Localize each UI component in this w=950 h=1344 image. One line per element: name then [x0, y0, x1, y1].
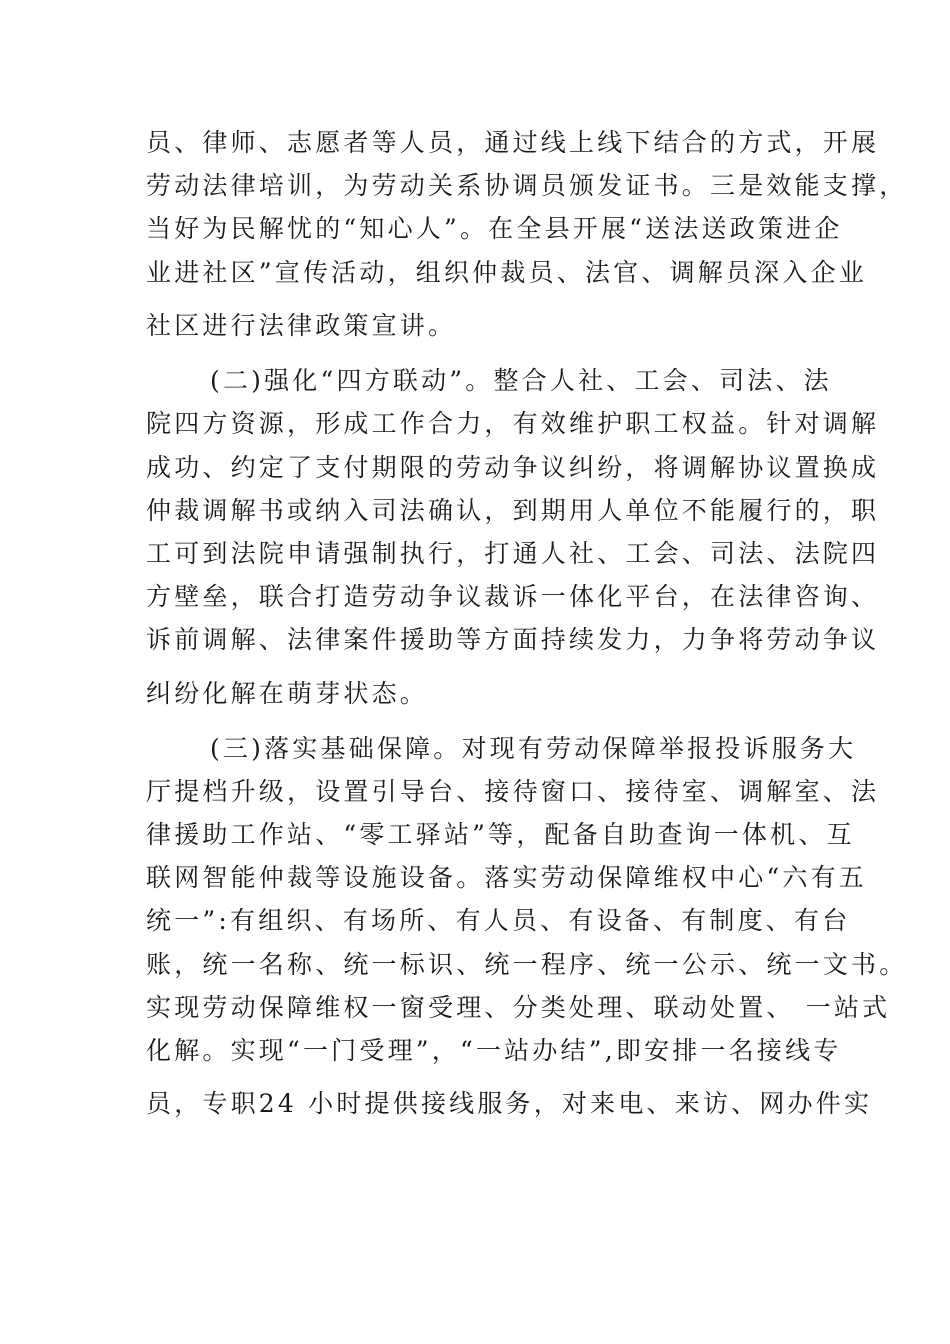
text-line: 纠纷化解在萌芽状态。: [146, 679, 429, 708]
text-line: 院四方资源，形成工作合力，有效维护职工权益。针对调解: [146, 409, 880, 438]
text-line: 诉前调解、法律案件援助等方面持续发力，力争将劳动争议: [146, 625, 880, 654]
text-line: 业进社区”宣传活动，组织仲裁员、法官、调解员深入企业: [146, 258, 867, 287]
text-line: 联网智能仲裁等设施设备。落实劳动保障维权中心“六有五: [146, 863, 867, 892]
text-line: 仲裁调解书或纳入司法确认，到期用人单位不能履行的，职: [146, 496, 880, 525]
text-line: 方壁垒，联合打造劳动争议裁诉一体化平台，在法律咨询、: [146, 582, 880, 611]
text-line: 员、律师、志愿者等人员，通过线上线下结合的方式，开展: [146, 128, 880, 157]
text-line: 律援助工作站、“零工驿站”等，配备自助查询一体机、互: [146, 820, 855, 849]
text-line: 厅提档升级，设置引导台、接待窗口、接待室、调解室、法: [146, 777, 880, 806]
text-line: 成功、约定了支付期限的劳动争议纠纷，将调解协议置换成: [146, 453, 880, 482]
text-line: 当好为民解忧的“知心人”。在全县开展“送法送政策进企: [146, 214, 843, 243]
text-line: 账，统一名称、统一标识、统一程序、统一公示、统一文书。: [146, 950, 908, 979]
text-line: 实现劳动保障维权一窗受理、分类处理、联动处置、 一站式: [146, 993, 891, 1022]
paragraph-2-heading-line: (二)强化“四方联动”。整合人社、工会、司法、法: [210, 366, 832, 395]
text-line: 统一”:有组织、有场所、有人员、有设备、有制度、有台: [146, 906, 851, 935]
text-line: 劳动法律培训，为劳动关系协调员颁发证书。三是效能支撑，: [146, 171, 908, 200]
text-line: 工可到法院申请强制执行，打通人社、工会、司法、法院四: [146, 539, 880, 568]
text-line: 社区进行法律政策宣讲。: [146, 311, 457, 340]
text-line: 员，专职24 小时提供接线服务，对来电、来访、网办件实: [146, 1089, 873, 1118]
text-line: 化解。实现“一门受理”，“一站办结”,即安排一名接线专: [146, 1036, 842, 1065]
paragraph-3-heading-line: (三)落实基础保障。对现有劳动保障举报投诉服务大: [210, 734, 857, 763]
